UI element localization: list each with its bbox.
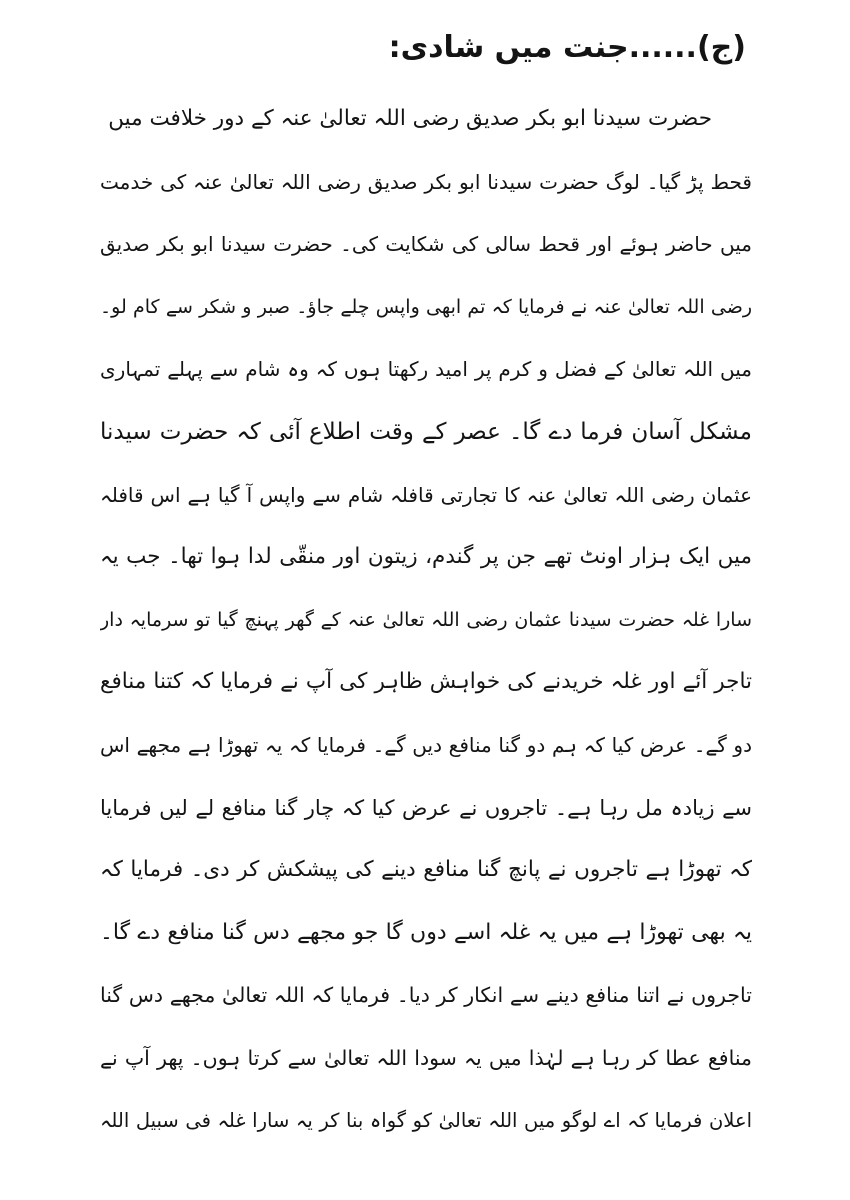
text-line: تاجروں نے اتنا منافع دینے سے انکار کر دیا۔ فرمایا کہ اللہ تعالیٰ مجھے دس گنا [100, 983, 752, 1008]
text-line: رضی اللہ تعالیٰ عنہ نے فرمایا کہ تم ابھی واپس چلے جاؤ۔ صبر و شکر سے کام لو۔ [100, 295, 752, 318]
text-line: دو گے۔ عرض کیا کہ ہم دو گنا منافع دیں گے۔ فرمایا کہ یہ تھوڑا ہے مجھے اس [100, 732, 752, 757]
text-line: میں ایک ہزار اونٹ تھے جن پر گندم، زیتون اور منقّی لدا ہوا تھا۔ جب یہ [100, 544, 752, 570]
text-line: منافع عطا کر رہا ہے لہٰذا میں یہ سودا اللہ تعالیٰ سے کرتا ہوں۔ پھر آپ نے [100, 1045, 752, 1070]
text-line: یہ بھی تھوڑا ہے میں یہ غلہ اسے دوں گا جو مجھے دس گنا منافع دے گا۔ [100, 919, 752, 945]
text-line: میں حاضر ہوئے اور قحط سالی کی شکایت کی۔ حضرت سیدنا ابو بکر صدیق [100, 232, 752, 257]
text-line: اعلان فرمایا کہ اے لوگو میں اللہ تعالیٰ کو گواہ بنا کر یہ سارا غلہ فی سبیل اللہ [100, 1108, 752, 1132]
text-line: حضرت سیدنا ابو بکر صدیق رضی اللہ تعالیٰ عنہ کے دور خلافت میں [108, 106, 712, 131]
text-line: عثمان رضی اللہ تعالیٰ عنہ کا تجارتی قافلہ شام سے واپس آ گیا ہے اس قافلہ [100, 482, 752, 507]
paragraph [100, 88, 752, 1152]
text-line: مشکل آسان فرما دے گا۔ عصر کے وقت اطلاع آئی کہ حضرت سیدنا [100, 418, 752, 445]
text-line: تاجر آئے اور غلہ خریدنے کی خواہش ظاہر کی آپ نے فرمایا کہ کتنا منافع [100, 669, 752, 695]
text-line: قحط پڑ گیا۔ لوگ حضرت سیدنا ابو بکر صدیق رضی اللہ تعالیٰ عنہ کی خدمت [100, 169, 752, 194]
text-line: سارا غلہ حضرت سیدنا عثمان رضی اللہ تعالیٰ عنہ کے گھر پہنچ گیا تو سرمایہ دار [100, 608, 752, 631]
section-heading: (ج)......جنت میں شادی: [388, 30, 746, 65]
text-line: کہ تھوڑا ہے تاجروں نے پانچ گنا منافع دینے کی پیشکش کر دی۔ فرمایا کہ [100, 857, 752, 883]
text-line: سے زیادہ مل رہا ہے۔ تاجروں نے عرض کیا کہ چار گنا منافع لے لیں فرمایا [100, 795, 752, 820]
text-line: میں اللہ تعالیٰ کے فضل و کرم پر امید رکھتا ہوں کہ وہ شام سے پہلے تمہاری [100, 357, 752, 382]
